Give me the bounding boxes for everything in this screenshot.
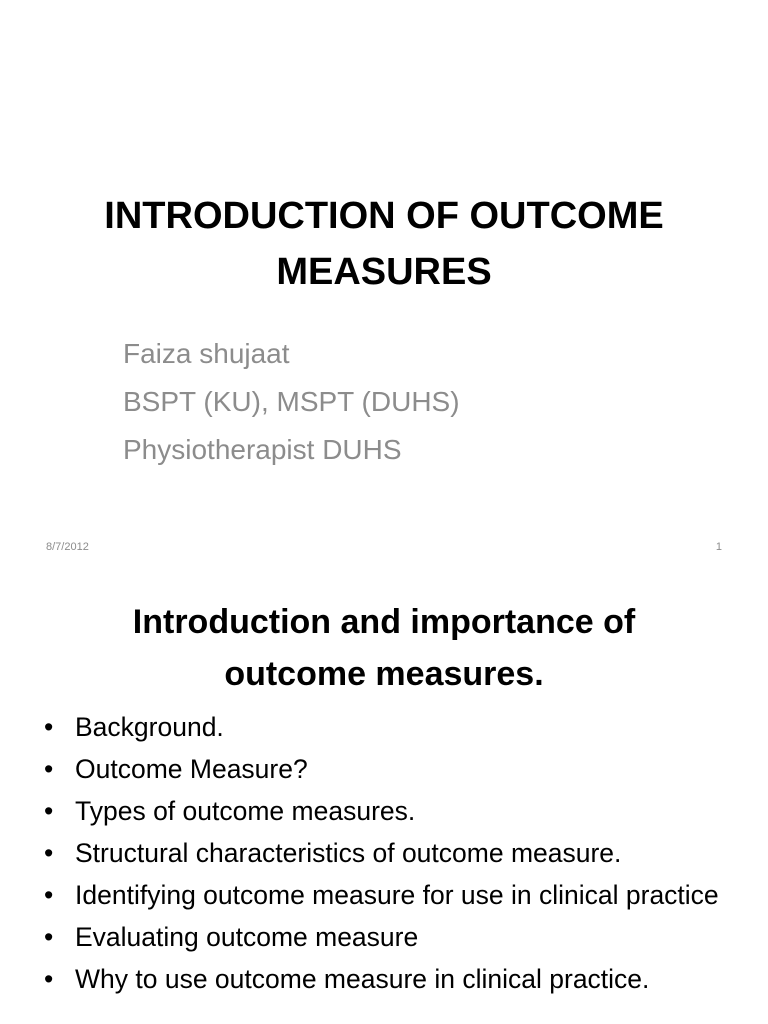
bullet-icon: • (44, 880, 54, 910)
bullet-text: Background. (75, 712, 224, 742)
bullet-item (40, 710, 740, 745)
bullet-text: Types of outcome measures. (75, 796, 416, 826)
slide-title-line: MEASURES (276, 251, 492, 293)
slide-number: 1 (715, 541, 722, 553)
content-slide (0, 576, 768, 1024)
bullet-item (40, 962, 740, 997)
bullet-icon: • (44, 712, 54, 742)
bullet-text: Why to use outcome measure in clinical practice. (75, 964, 650, 994)
bullet-item (40, 836, 740, 871)
slide-title-line: INTRODUCTION OF OUTCOME (104, 195, 664, 237)
slide-title (40, 596, 728, 700)
bullet-icon: • (44, 922, 54, 952)
bullet-list (40, 710, 740, 1004)
bullet-text: Evaluating outcome measure (75, 922, 419, 952)
bullet-text: Outcome Measure? (75, 754, 308, 784)
bullet-item (40, 752, 740, 787)
bullet-icon: • (44, 796, 54, 826)
bullet-text: Identifying outcome measure for use in clinical practice (75, 880, 719, 910)
bullet-item (40, 878, 740, 913)
author-degrees: BSPT (KU), MSPT (DUHS) (123, 386, 460, 417)
slide-title-line: outcome measures. (224, 655, 544, 693)
bullet-icon: • (44, 964, 54, 994)
slide-title-line: Introduction and importance of (132, 603, 636, 641)
slide-date: 8/7/2012 (46, 541, 89, 553)
bullet-icon: • (44, 838, 54, 868)
bullet-item (40, 794, 740, 829)
bullet-text: Structural characteristics of outcome measure. (75, 838, 622, 868)
author-name: Faiza shujaat (123, 338, 290, 369)
slide-title (40, 188, 728, 300)
slide-subtitle (123, 330, 683, 474)
bullet-icon: • (44, 754, 54, 784)
bullet-item (40, 920, 740, 955)
author-position: Physiotherapist DUHS (123, 434, 402, 465)
